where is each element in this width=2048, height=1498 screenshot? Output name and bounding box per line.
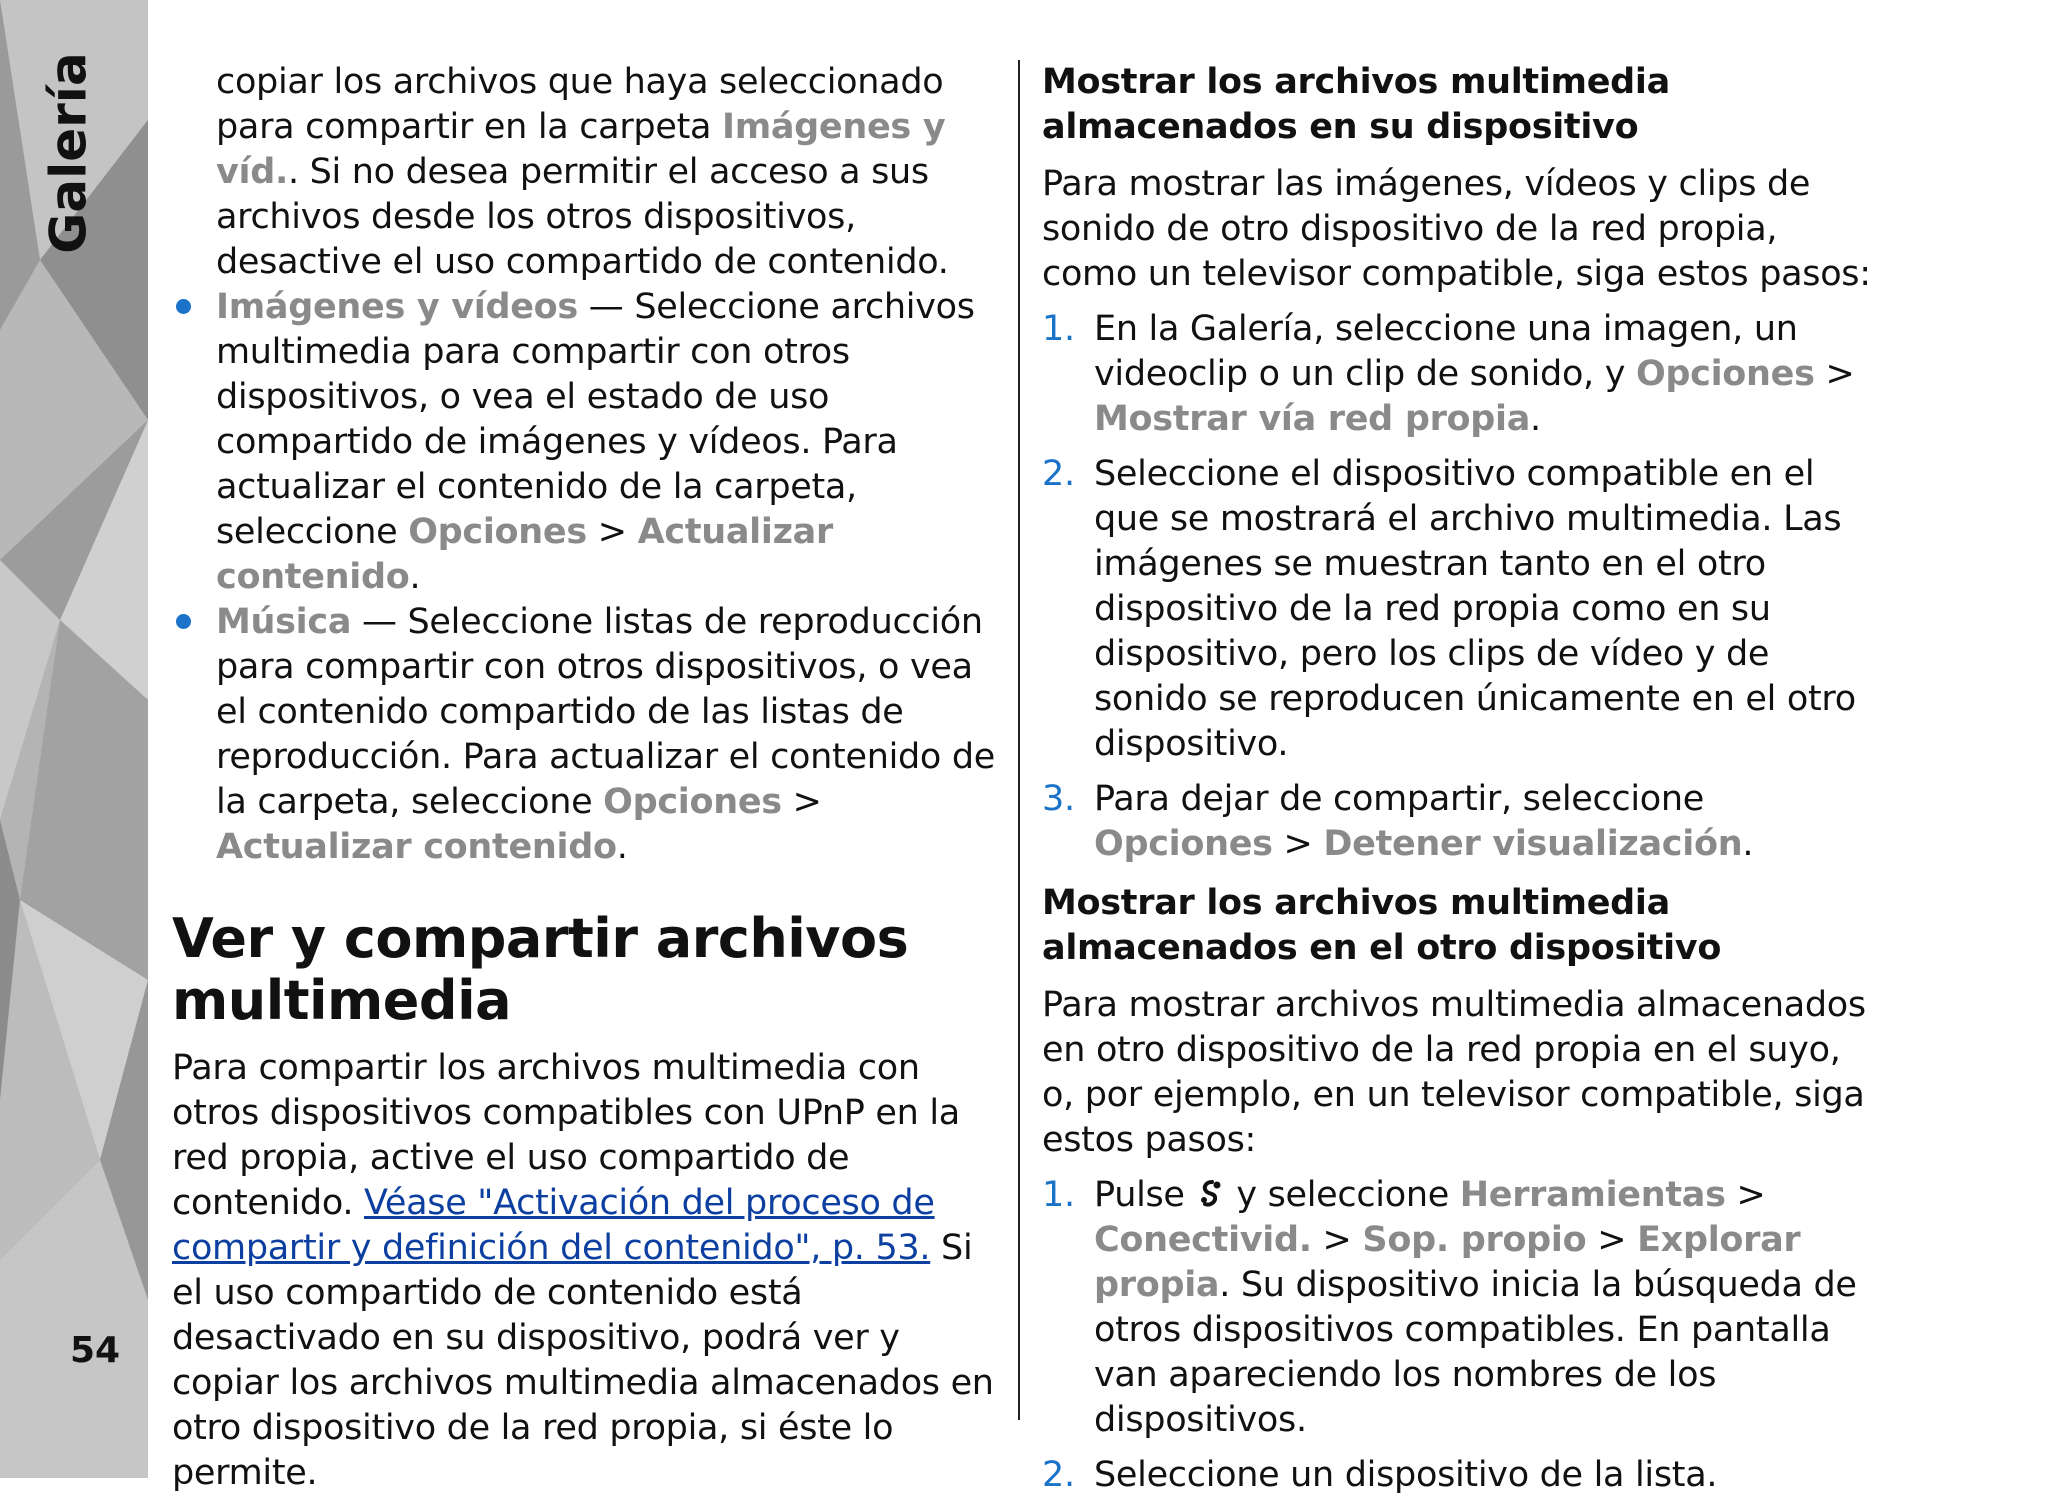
ui-term: Opciones bbox=[1094, 824, 1273, 864]
step-item: 2. Seleccione un dispositivo de la lista. bbox=[1042, 1453, 1872, 1498]
left-column bbox=[172, 60, 1002, 1496]
menu-key-icon bbox=[1196, 1178, 1226, 1212]
ui-term: Música bbox=[216, 602, 352, 642]
bullet-item-images: Imágenes y vídeos — Seleccione archivos multimedia para compartir con otros dispositivos, o vea el estado de uso compartido de imágenes y vídeos. Para actualizar el contenido de la carpeta, seleccione Opciones > Actualizar contenido. bbox=[172, 285, 1002, 600]
body-paragraph: Para mostrar archivos multimedia almacenados en otro dispositivo de la red propia en el suyo, o, por ejemplo, en un televisor compatible, siga estos pasos: bbox=[1042, 985, 1866, 1160]
step-number: 2. bbox=[1042, 454, 1075, 494]
step-item: 1. En la Galería, seleccione una imagen, un videoclip o un clip de sonido, y Opciones > Mostrar vía red propia. bbox=[1042, 309, 1855, 439]
step-item: 3. Para dejar de compartir, seleccione Opciones > Detener visualización. bbox=[1042, 779, 1754, 864]
bullet-dot bbox=[176, 299, 191, 314]
section-heading: Ver y compartir archivos multimedia bbox=[172, 907, 909, 1032]
ui-term: Opciones bbox=[603, 782, 782, 822]
ui-term: Detener visualización bbox=[1323, 824, 1743, 864]
column-divider bbox=[1018, 60, 1020, 1420]
ui-term: Explorar propia bbox=[1094, 1220, 1801, 1305]
bullet-item-music: Música — Seleccione listas de reproducción para compartir con otros dispositivos, o vea el contenido compartido de las listas de reproducción. Para actualizar el contenido de la carpeta, seleccione Opciones > Actualizar contenido. bbox=[172, 600, 1002, 870]
subheading-other-device: Mostrar los archivos multimedia almacenados en el otro dispositivo bbox=[1042, 883, 1722, 968]
step-number: 1. bbox=[1042, 309, 1075, 349]
step-item: 1. Pulse y seleccione Herramientas > Conectivid. > Sop. propio > Explorar propia. Su dispositivo inicia la búsqueda de otros dispositivos compatibles. En pantalla van apareciendo los nombres de los dispositivos. bbox=[1042, 1175, 1857, 1440]
cross-reference-link[interactable]: Véase "Activación del proceso de compartir y definición del contenido", p. 53. bbox=[172, 1183, 935, 1268]
sidebar bbox=[0, 0, 148, 1478]
right-column bbox=[1042, 60, 1872, 1498]
body-paragraph: Para mostrar las imágenes, vídeos y clips de sonido de otro dispositivo de la red propia, como un televisor compatible, siga estos pasos: bbox=[1042, 164, 1871, 294]
ui-term: Conectivid. bbox=[1094, 1220, 1312, 1260]
section-label: Galería bbox=[40, 52, 98, 254]
step-number: 3. bbox=[1042, 779, 1075, 819]
bullet-dot bbox=[176, 614, 191, 629]
continued-paragraph: copiar los archivos que haya seleccionado para compartir en la carpeta Imágenes y víd.. Si no desea permitir el acceso a sus archivos desde los otros dispositivos, desactive el uso compartido de contenido. bbox=[216, 62, 949, 282]
ui-term: Herramientas bbox=[1459, 1175, 1726, 1215]
ui-term: Actualizar contenido bbox=[216, 512, 833, 597]
ui-term: Sop. propio bbox=[1362, 1220, 1587, 1260]
body-paragraph: Para compartir los archivos multimedia con otros dispositivos compatibles con UPnP en la red propia, active el uso compartido de contenido. Véase "Activación del proceso de compartir y definición del contenido", p. 53. Si el uso compartido de contenido está desactivado en su dispositivo, podrá ver y copiar los archivos multimedia almacenados en otro dispositivo de la red propia, si éste lo permite. bbox=[172, 1048, 994, 1493]
ui-term: Opciones bbox=[1635, 354, 1815, 394]
ui-term: Imágenes y vídeos bbox=[216, 287, 578, 327]
ui-term: Opciones bbox=[408, 512, 587, 552]
subheading-own-device: Mostrar los archivos multimedia almacenados en su dispositivo bbox=[1042, 62, 1670, 147]
ui-term: Mostrar vía red propia bbox=[1094, 399, 1531, 439]
step-number: 1. bbox=[1042, 1175, 1075, 1215]
page-number: 54 bbox=[70, 1330, 121, 1371]
ui-term: Imágenes y víd. bbox=[216, 107, 946, 192]
ui-term: Actualizar contenido bbox=[216, 827, 617, 867]
step-number: 2. bbox=[1042, 1455, 1075, 1495]
step-item: 2. Seleccione el dispositivo compatible en el que se mostrará el archivo multimedia. Las imágenes se muestran tanto en el otro dispositivo de la red propia como en su dispositivo, pero los clips de vídeo y de sonido se reproducen únicamente en el otro dispositivo. bbox=[1042, 454, 1856, 764]
